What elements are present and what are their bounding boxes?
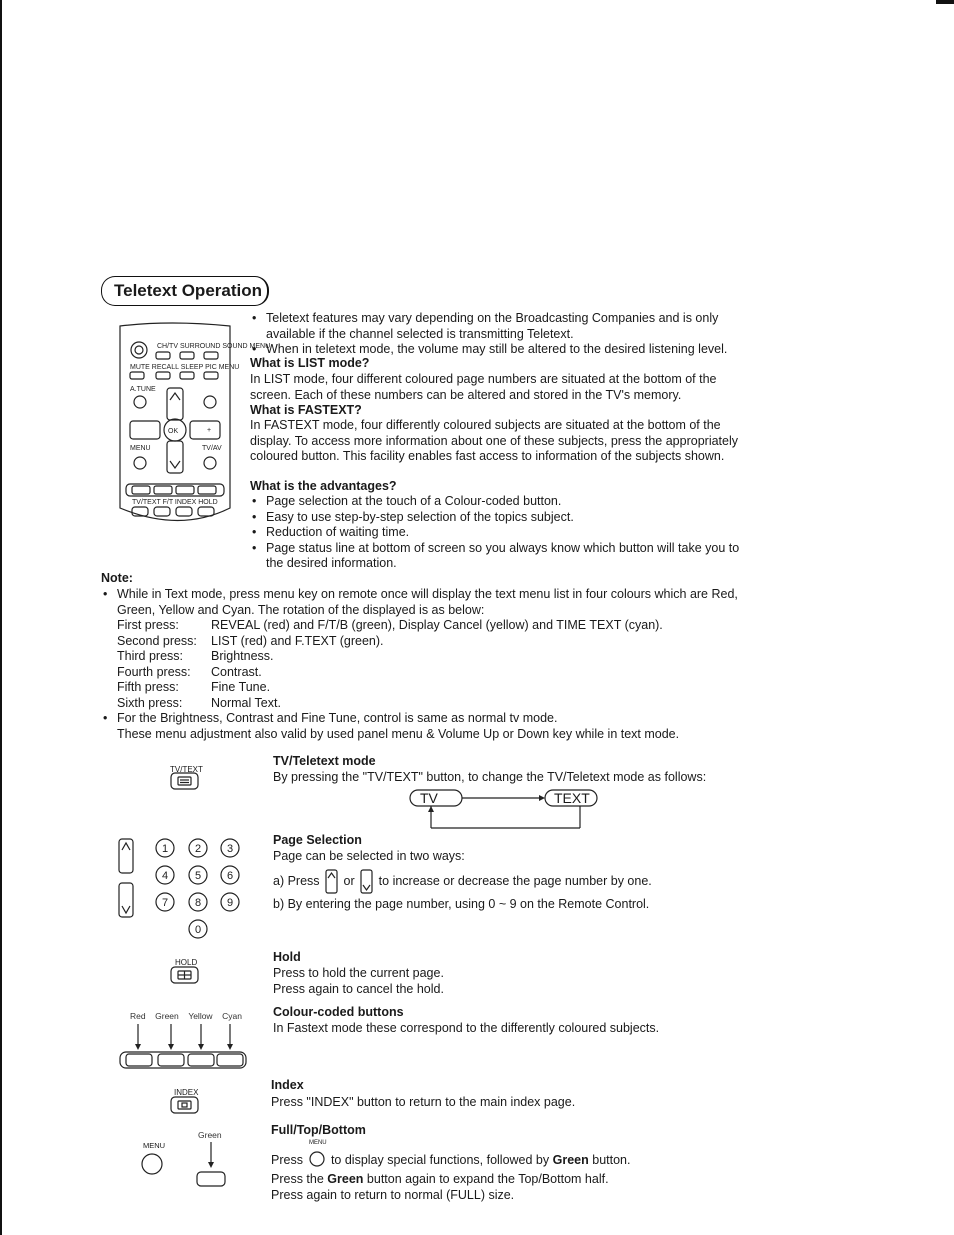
text-label: TEXT (554, 790, 590, 806)
svg-text:8: 8 (195, 897, 202, 909)
advantage-item: • Page selection at the touch of a Colour-coded button. (250, 494, 745, 510)
list-mode-text: In LIST mode, four different coloured page numbers are situated at the bottom of the screen. Each of these numbers can be altered and stored in the TV's memory. (250, 372, 717, 402)
svg-text:MUTE RECALL SLEEP PIC MENU: MUTE RECALL SLEEP PIC MENU (130, 364, 240, 371)
hold-heading: Hold (273, 950, 301, 964)
svg-text:5: 5 (195, 870, 202, 882)
note-bullet (101, 711, 741, 742)
green-label: Green (155, 1011, 179, 1021)
tvtext-button-icon (170, 772, 200, 792)
press-key: Fourth press: (117, 664, 191, 679)
press-key: Sixth press: (117, 695, 183, 710)
press-row (117, 680, 741, 696)
press-table (117, 618, 741, 711)
press-key: Fifth press: (117, 680, 179, 694)
svg-text:4: 4 (162, 870, 169, 882)
page-down-icon (359, 869, 375, 895)
page-up-icon (324, 869, 340, 895)
tvtext-icon-label: TV/TEXT (170, 765, 203, 774)
press-row (117, 649, 741, 665)
menu-icon (306, 1140, 328, 1168)
menu-green-illustration (140, 1140, 240, 1190)
page-selection-b: b) By entering the page number, using 0 ~ 9 on the Remote Control. (273, 897, 650, 911)
cyan-label: Cyan (222, 1011, 242, 1021)
press-row (117, 618, 741, 634)
ftb-heading: Full/Top/Bottom (271, 1123, 366, 1137)
page-selection-heading: Page Selection (273, 833, 362, 847)
tvteletext-text: By pressing the "TV/TEXT" button, to change the TV/Teletext mode as follows: (273, 770, 707, 784)
page-selection-text: Page can be selected in two ways: (273, 849, 465, 863)
cyan-button (217, 1054, 243, 1066)
svg-text:7: 7 (162, 897, 169, 909)
svg-text:9: 9 (227, 897, 234, 909)
ftb-line1 (271, 1140, 630, 1168)
note-bullet-text: These menu adjustment also valid by used panel menu & Volume Up or Down key while in text mode. (117, 726, 680, 741)
note-list (101, 587, 741, 742)
advantages-heading: What is the advantages? (250, 479, 397, 493)
note-bullet-text: While in Text mode, press menu key on remote once will display the text menu list in four colours which are Red, Green, Yellow and Cyan. The rotation of the displayed is as below: (117, 587, 738, 617)
advantages-list (250, 494, 745, 572)
note-bullet-text: • For the Brightness, Contrast and Fine Tune, control is same as normal tv mode. (117, 711, 558, 725)
svg-text:MENU: MENU (130, 445, 151, 452)
advantage-item: • Page status line at bottom of screen so you always know which button will take you to the desired information. (250, 541, 745, 572)
fastext-heading: What is FASTEXT? (250, 403, 362, 417)
svg-text:2: 2 (195, 843, 202, 855)
page-edge-left (0, 0, 2, 1235)
ftb-line1-a: Press (271, 1152, 303, 1167)
svg-text:1: 1 (162, 843, 169, 855)
note-heading: Note: (101, 571, 133, 585)
ftb-line2-green: Green (327, 1172, 364, 1186)
press-value: Contrast. (211, 664, 262, 679)
press-value: LIST (red) and F.TEXT (green). (211, 633, 384, 648)
svg-text:OK: OK (168, 428, 179, 435)
intro-bullets (250, 311, 745, 358)
page-edge-top (936, 0, 954, 4)
menu-icon-label: MENU (143, 1141, 166, 1150)
index-text: Press "INDEX" button to return to the main index page. (271, 1095, 576, 1109)
fastext-text: In FASTEXT mode, four differently coloured subjects are situated at the bottom of the display. To access more information about one of these subjects, press the appropriately coloured button. This facility enables fast access to information of the subjects shown. (250, 418, 739, 463)
press-key: Second press: (117, 633, 197, 648)
red-label: Red (130, 1011, 146, 1021)
green-icon-label: Green (198, 1130, 222, 1140)
yellow-label: Yellow (188, 1011, 213, 1021)
a-or: or (343, 874, 355, 889)
tvteletext-heading: TV/Teletext mode (273, 754, 376, 768)
svg-text:TV/AV: TV/AV (202, 445, 222, 452)
red-button (126, 1054, 152, 1066)
ftb-line2 (271, 1172, 609, 1188)
tv-label: TV (420, 790, 438, 806)
power-icon (131, 342, 147, 358)
intro-bullet: • Teletext features may vary depending on the Broadcasting Companies and is only available if the channel selected is transmitting Teletext. (250, 311, 745, 342)
ftb-line2-b: button again to expand the Top/Bottom half. (366, 1172, 609, 1186)
svg-text:+: + (207, 427, 212, 434)
intro-bullet: • When in teletext mode, the volume may still be altered to the desired listening level. (250, 342, 745, 358)
press-row (117, 634, 741, 650)
green-button (197, 1172, 225, 1186)
press-value: Normal Text. (211, 695, 281, 710)
advantage-item: • Reduction of waiting time. (250, 525, 745, 541)
note-bullet (101, 587, 741, 711)
advantage-item: • Easy to use step-by-step selection of the topics subject. (250, 510, 745, 526)
ftb-line1-c: button. (592, 1152, 631, 1167)
svg-text:A.TUNE: A.TUNE (130, 386, 156, 393)
section-title: Teletext Operation (101, 276, 269, 306)
hold-button-icon (170, 966, 200, 986)
colour-buttons-illustration (118, 1022, 250, 1072)
list-mode-heading: What is LIST mode? (250, 356, 370, 370)
ftb-line1-green: Green (552, 1152, 589, 1167)
colour-buttons-text: In Fastext mode these correspond to the differently coloured subjects. (273, 1021, 660, 1035)
svg-text:0: 0 (195, 924, 202, 936)
index-icon-label: INDEX (174, 1088, 199, 1097)
green-button (158, 1054, 184, 1066)
ftb-line3: Press again to return to normal (FULL) size. (271, 1188, 515, 1202)
press-row (117, 696, 741, 712)
press-value: REVEAL (red) and F/T/B (green), Display Cancel (yellow) and TIME TEXT (cyan). (211, 618, 663, 632)
yellow-button (188, 1054, 214, 1066)
press-value: Brightness. (211, 649, 274, 663)
press-row (117, 665, 741, 681)
page-selection-a (273, 869, 652, 895)
press-key: First press: (117, 618, 179, 632)
hold-line1: Press to hold the current page. (273, 966, 444, 980)
ftb-line1-b: to display special functions, followed by (330, 1152, 550, 1167)
number-keypad-illustration (117, 833, 247, 945)
a-suffix: to increase or decrease the page number by one. (378, 874, 652, 889)
press-key: Third press: (117, 649, 183, 663)
hold-line2: Press again to cancel the hold. (273, 982, 444, 996)
colour-buttons-heading: Colour-coded buttons (273, 1005, 404, 1019)
svg-text:TV/TEXT F/T INDEX HOLD: TV/TEXT F/T INDEX HOLD (132, 499, 218, 506)
menu-button (142, 1154, 162, 1174)
ftb-line2-a: Press the (271, 1172, 324, 1186)
index-heading: Index (271, 1078, 304, 1092)
index-button-icon (170, 1096, 200, 1116)
press-value: Fine Tune. (211, 680, 271, 694)
a-prefix: a) Press (273, 874, 320, 889)
svg-text:3: 3 (227, 843, 234, 855)
menu-icon-tiny-label: MENU (308, 1140, 327, 1146)
remote-control-illustration (110, 318, 271, 530)
svg-text:6: 6 (227, 870, 234, 882)
svg-text:CH/TV SURROUND SOUND MENU: CH/TV SURROUND SOUND MENU (157, 343, 271, 350)
hold-icon-label: HOLD (175, 958, 198, 967)
